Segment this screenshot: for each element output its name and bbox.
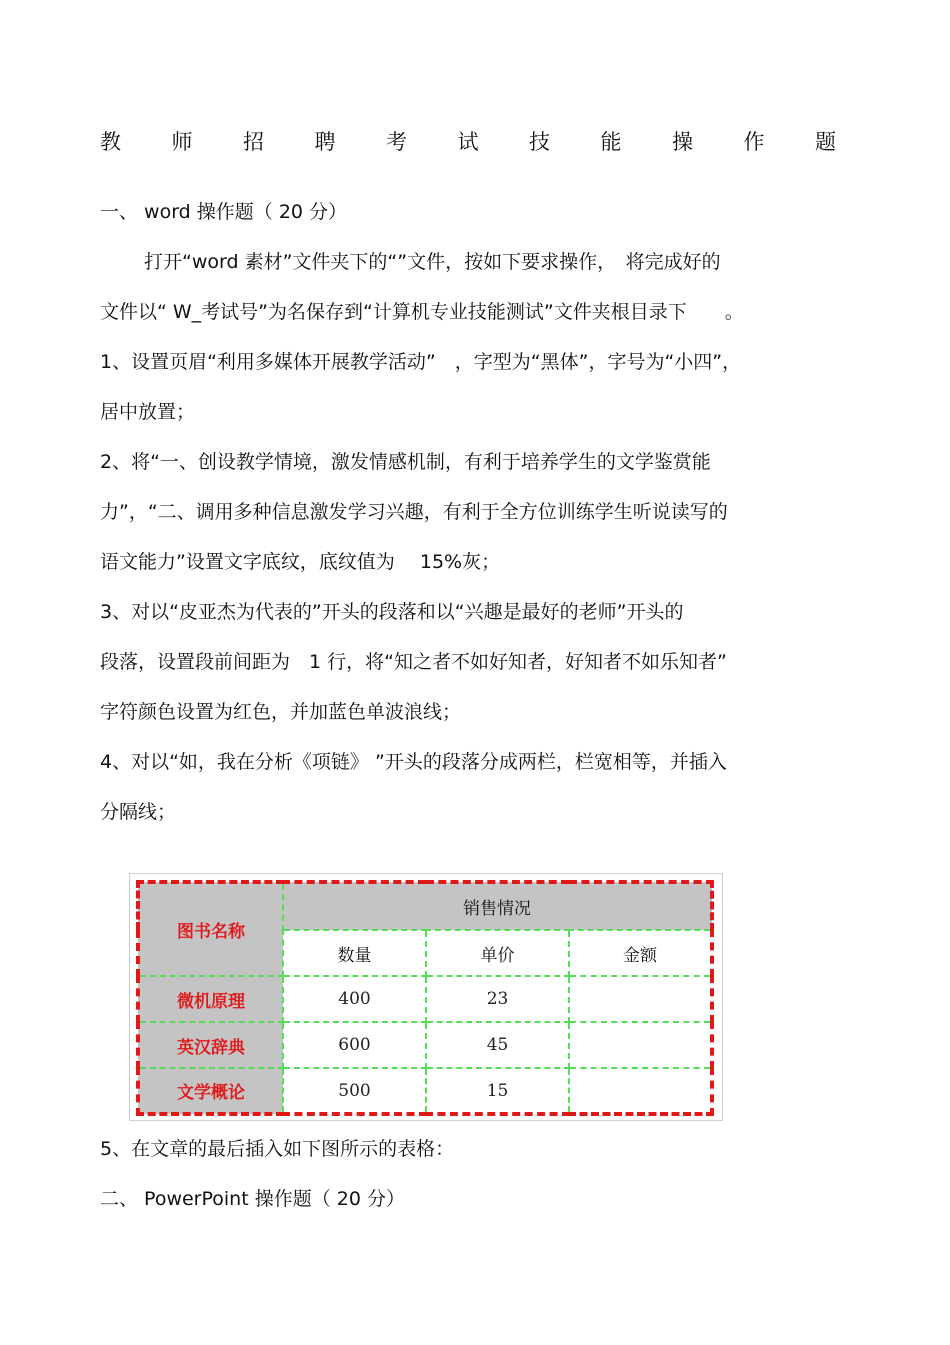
table-row [138,1022,712,1068]
title-char: 试 [457,130,479,154]
sales-table-figure [129,873,723,1121]
title-char: 作 [743,130,765,154]
title-char: 招 [243,130,264,154]
paragraph-line: 1、设置页眉“利用多媒体开展教学活动” ，字型为“黑体”，字号为“小四”， [100,351,742,373]
book-name-cell: 微机原理 [138,976,283,1022]
paragraph-line: 语文能力”设置文字底纹，底纹值为 15%灰； [100,551,501,573]
qty-cell: 500 [283,1068,426,1114]
book-name-cell: 英汉辞典 [138,1022,283,1068]
paragraph-line: 字符颜色设置为红色，并加蓝色单波浪线； [100,701,462,723]
paragraph-line: 文件以“ W_考试号”为名保存到“计算机专业技能测试”文件夹根目录下 。 [100,301,744,323]
paragraph-line: 4、对以“如，我在分析《项链》 ”开头的段落分成两栏，栏宽相等，并插入 [100,751,727,773]
amount-cell [569,976,712,1022]
paragraph-line: 2、将“一、创设教学情境，激发情感机制，有利于培养学生的文学鉴赏能 [100,451,711,473]
title-char: 题 [815,130,836,154]
table-row [138,976,712,1022]
paragraph-line: 段落，设置段前间距为 1 行，将“知之者不如好知者，好知者不如乐知者” [100,651,727,673]
title-char: 能 [600,130,622,154]
paragraph-line: 5、在文章的最后插入如下图所示的表格： [100,1138,455,1160]
title-char: 操 [672,130,693,154]
section-heading-word: 一、 word 操作题（ 20 分） [100,201,348,223]
amount-cell [569,1022,712,1068]
amount-header: 金额 [569,930,712,976]
paragraph-line: 居中放置； [100,401,196,423]
price-cell: 45 [426,1022,569,1068]
qty-header: 数量 [283,930,426,976]
sales-header: 销售情况 [283,882,712,930]
book-name-header: 图书名称 [138,882,283,976]
title-char: 教 [100,130,121,154]
paragraph-line: 力”，“二、调用多种信息激发学习兴趣，有利于全方位训练学生听说读写的 [100,501,728,523]
page-title [100,126,836,156]
price-cell: 15 [426,1068,569,1114]
title-char: 考 [386,130,407,154]
price-cell: 23 [426,976,569,1022]
section-heading-powerpoint: 二、 PowerPoint 操作题（ 20 分） [100,1188,405,1210]
paragraph-line: 3、对以“皮亚杰为代表的”开头的段落和以“兴趣是最好的老师”开头的 [100,601,684,623]
paragraph-line: 分隔线； [100,801,177,823]
title-char: 聘 [314,130,336,154]
title-char: 技 [529,130,550,154]
table-row [138,1068,712,1114]
sales-table [136,880,714,1116]
book-name-cell: 文学概论 [138,1068,283,1114]
amount-cell [569,1068,712,1114]
qty-cell: 600 [283,1022,426,1068]
paragraph-line: 打开“word 素材”文件夹下的“”文件，按如下要求操作， 将完成好的 [144,251,721,273]
qty-cell: 400 [283,976,426,1022]
price-header: 单价 [426,930,569,976]
title-char: 师 [171,130,193,154]
